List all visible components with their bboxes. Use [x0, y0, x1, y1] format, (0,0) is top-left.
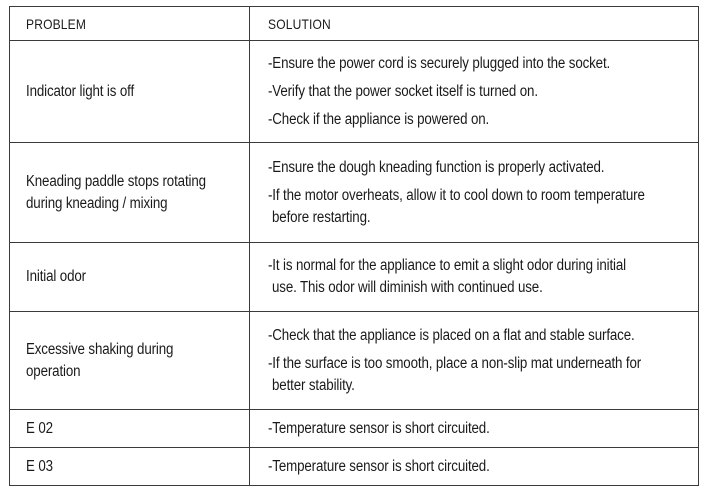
table-header-row: [10, 7, 699, 41]
solution-text: better stability.: [272, 376, 355, 394]
solution-text: -Temperature sensor is short circuited.: [268, 457, 490, 475]
table-row: [10, 243, 699, 312]
problem-text: Kneading paddle stops rotating: [26, 172, 206, 190]
table-row: [10, 312, 699, 410]
problem-cell: [10, 41, 250, 143]
table-row: [10, 448, 699, 486]
problem-cell: [10, 410, 250, 448]
solution-text: -Ensure the power cord is securely plugged into the socket.: [268, 54, 611, 72]
solution-text: -If the motor overheats, allow it to cool down to room temperature: [268, 186, 645, 204]
problem-cell: [10, 448, 250, 486]
solution-text: before restarting.: [272, 208, 371, 226]
table-row: [10, 410, 699, 448]
table-row: [10, 143, 699, 243]
problem-cell: [10, 243, 250, 312]
solution-text: -Check if the appliance is powered on.: [268, 110, 490, 128]
problem-text: Indicator light is off: [26, 82, 135, 100]
table-row: [10, 41, 699, 143]
solution-text: -Ensure the dough kneading function is properly activated.: [268, 158, 605, 176]
solution-cell: [250, 312, 699, 410]
solution-cell: [250, 448, 699, 486]
solution-cell: [250, 243, 699, 312]
solution-text: -It is normal for the appliance to emit a slight odor during initial: [268, 257, 626, 274]
problem-cell: [10, 143, 250, 243]
problem-text: Initial odor: [26, 268, 86, 285]
error-code: E 02: [26, 419, 53, 437]
problem-text: during kneading / mixing: [26, 194, 168, 212]
solution-cell: [250, 410, 699, 448]
problem-cell: [10, 312, 250, 410]
solution-text: use. This odor will diminish with continued use.: [272, 279, 543, 296]
solution-cell: [250, 143, 699, 243]
troubleshooting-table: [9, 6, 699, 486]
problem-text: operation: [26, 362, 81, 380]
solution-text: -Temperature sensor is short circuited.: [268, 419, 490, 437]
problem-text: Excessive shaking during: [26, 340, 174, 358]
solution-text: -Verify that the power socket itself is turned on.: [268, 82, 538, 100]
problem-column-header: PROBLEM: [10, 7, 250, 41]
solution-cell: [250, 41, 699, 143]
error-code: E 03: [26, 457, 53, 475]
solution-text: -Check that the appliance is placed on a flat and stable surface.: [268, 326, 635, 344]
solution-column-header: SOLUTION: [250, 7, 699, 41]
solution-text: -If the surface is too smooth, place a non-slip mat underneath for: [268, 354, 642, 372]
